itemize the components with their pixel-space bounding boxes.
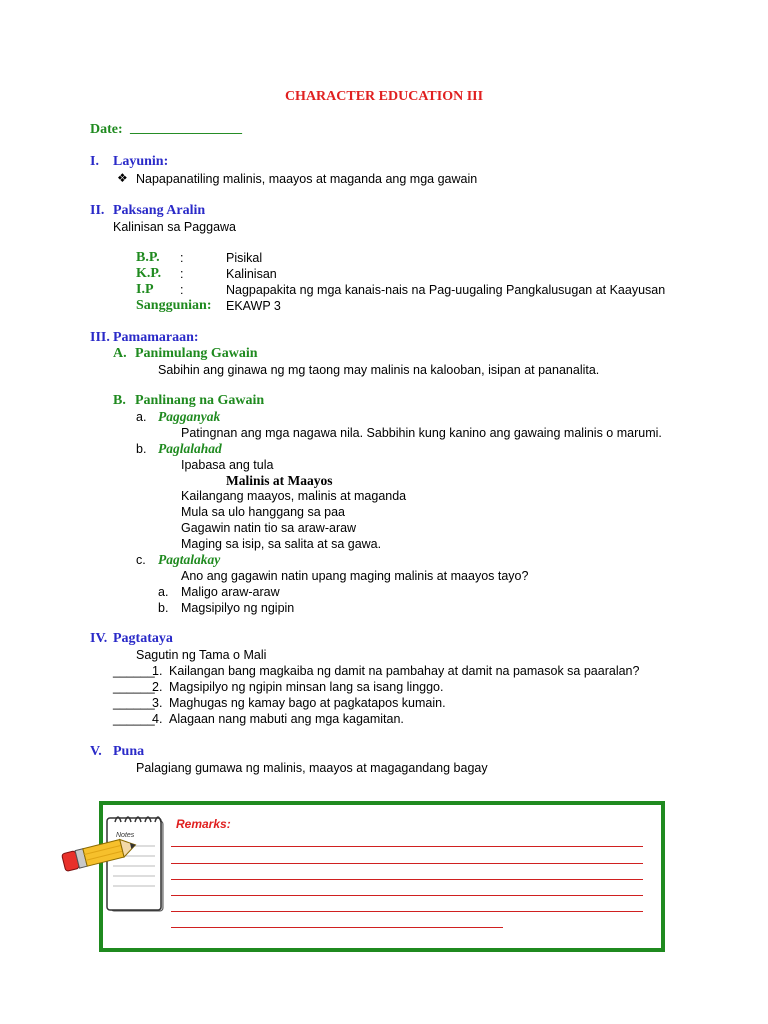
poem-line: Gagawin natin tio sa araw-araw xyxy=(181,521,357,535)
section-1-numeral: I. xyxy=(90,154,99,169)
answer-letter: a. xyxy=(158,585,169,599)
paglalahad-intro: Ipabasa ang tula xyxy=(181,458,274,472)
bp-label: B.P. xyxy=(136,250,160,265)
bp-colon: : xyxy=(180,251,184,265)
kp-colon: : xyxy=(180,267,184,281)
part-a-text: Sabihin ang ginawa ng mg taong may malinis na kalooban, isipan at pananalita. xyxy=(158,363,600,377)
ip-value: Nagpapakita ng mga kanais-nais na Pag-uugaling Pangkalusugan at Kaayusan xyxy=(226,283,666,297)
remarks-line[interactable] xyxy=(171,927,503,928)
remarks-line[interactable] xyxy=(171,863,643,864)
pagganyak-letter: a. xyxy=(136,410,147,424)
notepad-pencil-icon xyxy=(55,806,175,924)
quiz-number: 2. xyxy=(152,680,163,694)
quiz-number: 1. xyxy=(152,664,163,678)
document-title: CHARACTER EDUCATION III xyxy=(284,89,484,104)
bp-value: Pisikal xyxy=(226,251,263,265)
quiz-number: 3. xyxy=(152,696,163,710)
section-2-numeral: II. xyxy=(90,203,105,218)
paglalahad-letter: b. xyxy=(136,442,147,456)
pagganyak-text: Patingnan ang mga nagawa nila. Sabbihin kung kanino ang gawaing malinis o marumi. xyxy=(181,426,662,440)
remarks-box xyxy=(99,801,665,952)
remarks-line[interactable] xyxy=(171,879,643,880)
section-4-numeral: IV. xyxy=(90,631,108,646)
quiz-question: Magsipilyo ng ngipin minsan lang sa isang linggo. xyxy=(169,680,444,694)
topic-subtitle: Kalinisan sa Paggawa xyxy=(113,220,236,234)
ip-colon: : xyxy=(180,283,184,297)
sanggunian-value: EKAWP 3 xyxy=(226,299,281,313)
quiz-question: Maghugas ng kamay bago at pagkatapos kumain. xyxy=(169,696,446,710)
sanggunian-label: Sanggunian: xyxy=(136,298,212,313)
answer-blank: ______ xyxy=(113,712,155,726)
section-3-heading: Pamamaraan: xyxy=(113,330,199,345)
paglalahad-label: Paglalahad xyxy=(158,441,222,456)
remarks-line[interactable] xyxy=(171,911,643,912)
diamond-bullet-icon: ❖ xyxy=(117,171,128,185)
objective-item: Napapanatiling malinis, maayos at maganda ang mga gawain xyxy=(136,172,478,186)
section-3-numeral: III. xyxy=(90,330,110,345)
poem-line: Kailangang maayos, malinis at maganda xyxy=(181,489,407,503)
part-b-letter: B. xyxy=(113,393,126,408)
date-label: Date: xyxy=(90,122,123,137)
remarks-label: Remarks: xyxy=(176,817,231,831)
answer-text: Magsipilyo ng ngipin xyxy=(181,601,295,615)
poem-line: Maging sa isip, sa salita at sa gawa. xyxy=(181,537,382,551)
poem-line: Mula sa ulo hanggang sa paa xyxy=(181,505,346,519)
notepad-label: Notes xyxy=(116,832,135,839)
section-1-heading: Layunin: xyxy=(113,154,169,169)
answer-blank: ______ xyxy=(113,696,155,710)
puna-text: Palagiang gumawa ng malinis, maayos at magagandang bagay xyxy=(136,761,488,775)
quiz-question: Kailangan bang magkaiba ng damit na pambahay at damit na pamasok sa paaralan? xyxy=(169,664,640,678)
answer-letter: b. xyxy=(158,601,169,615)
pagtalakay-question: Ano ang gagawin natin upang maging malinis at maayos tayo? xyxy=(181,569,529,583)
part-a-letter: A. xyxy=(113,346,127,361)
poem-title: Malinis at Maayos xyxy=(226,473,333,488)
kp-label: K.P. xyxy=(136,266,162,281)
section-4-heading: Pagtataya xyxy=(113,631,173,646)
part-a-heading: Panimulang Gawain xyxy=(135,346,258,361)
answer-text: Maligo araw-araw xyxy=(181,585,280,599)
quiz-number: 4. xyxy=(152,712,163,726)
ip-label: I.P xyxy=(136,282,154,297)
pagtalakay-letter: c. xyxy=(136,553,146,567)
quiz-instruction: Sagutin ng Tama o Mali xyxy=(136,648,267,662)
answer-blank: ______ xyxy=(113,680,155,694)
pagganyak-label: Pagganyak xyxy=(158,409,221,424)
section-5-numeral: V. xyxy=(90,744,102,759)
section-5-heading: Puna xyxy=(113,744,145,759)
date-blank: ________________ xyxy=(130,121,242,136)
pagtalakay-label: Pagtalakay xyxy=(158,552,221,567)
remarks-line[interactable] xyxy=(171,846,643,847)
kp-value: Kalinisan xyxy=(226,267,277,281)
remarks-line[interactable] xyxy=(171,895,643,896)
answer-blank: ______ xyxy=(113,664,155,678)
part-b-heading: Panlinang na Gawain xyxy=(135,393,265,408)
section-2-heading: Paksang Aralin xyxy=(113,203,206,218)
quiz-question: Alagaan nang mabuti ang mga kagamitan. xyxy=(169,712,404,726)
